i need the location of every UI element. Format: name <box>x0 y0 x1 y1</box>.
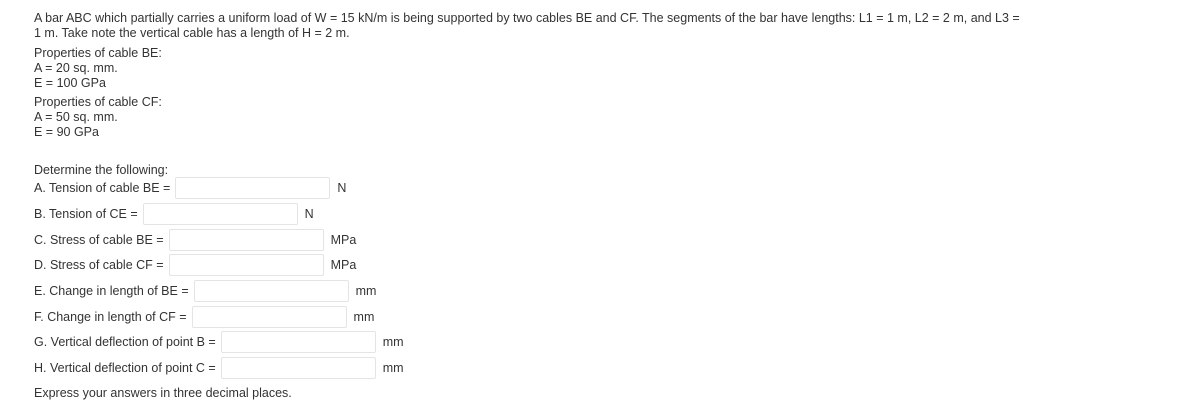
question-a <box>34 176 346 200</box>
question-g-label: G. Vertical deflection of point B = <box>34 335 216 349</box>
question-a-label: A. Tension of cable BE = <box>34 181 171 195</box>
question-g-unit: mm <box>382 335 404 349</box>
cable-be-properties <box>34 46 162 91</box>
question-h-label: H. Vertical deflection of point C = <box>34 361 216 375</box>
question-d-unit: MPa <box>330 258 357 272</box>
cable-cf-properties <box>34 95 162 140</box>
question-e <box>34 279 376 303</box>
deflection-b-input[interactable] <box>221 331 376 353</box>
problem-statement <box>34 11 1044 41</box>
question-e-unit: mm <box>355 284 377 298</box>
problem-line-1: A bar ABC which partially carries a uniform load of W = 15 kN/m is being supported by two cables BE and CF. The segments of the bar have lengths: L1 = 1 m, L2 = 2 m, and L3 = <box>34 11 1020 25</box>
stress-be-input[interactable] <box>169 229 324 251</box>
question-f-unit: mm <box>353 310 375 324</box>
tension-ce-input[interactable] <box>143 203 298 225</box>
problem-line-2: 1 m. Take note the vertical cable has a length of H = 2 m. <box>34 26 350 40</box>
change-length-cf-input[interactable] <box>192 306 347 328</box>
cable-cf-heading: Properties of cable CF: <box>34 95 162 109</box>
deflection-c-input[interactable] <box>221 357 376 379</box>
question-c-label: C. Stress of cable BE = <box>34 233 164 247</box>
question-e-label: E. Change in length of BE = <box>34 284 189 298</box>
question-a-unit: N <box>337 181 347 195</box>
instructions: Determine the following: <box>34 163 169 177</box>
stress-cf-input[interactable] <box>169 254 324 276</box>
tension-be-input[interactable] <box>175 177 330 199</box>
question-g <box>34 330 404 354</box>
cable-cf-area: A = 50 sq. mm. <box>34 110 118 124</box>
cable-cf-modulus: E = 90 GPa <box>34 125 99 139</box>
cable-be-modulus: E = 100 GPa <box>34 76 106 90</box>
question-b-unit: N <box>304 207 314 221</box>
question-c <box>34 228 356 252</box>
footer-note: Express your answers in three decimal places. <box>34 386 292 400</box>
cable-be-area: A = 20 sq. mm. <box>34 61 118 75</box>
cable-be-heading: Properties of cable BE: <box>34 46 162 60</box>
question-d <box>34 253 356 277</box>
question-c-unit: MPa <box>330 233 357 247</box>
question-d-label: D. Stress of cable CF = <box>34 258 164 272</box>
question-f <box>34 305 374 329</box>
question-h <box>34 356 404 380</box>
question-b <box>34 202 314 226</box>
question-f-label: F. Change in length of CF = <box>34 310 187 324</box>
question-h-unit: mm <box>382 361 404 375</box>
change-length-be-input[interactable] <box>194 280 349 302</box>
question-b-label: B. Tension of CE = <box>34 207 138 221</box>
